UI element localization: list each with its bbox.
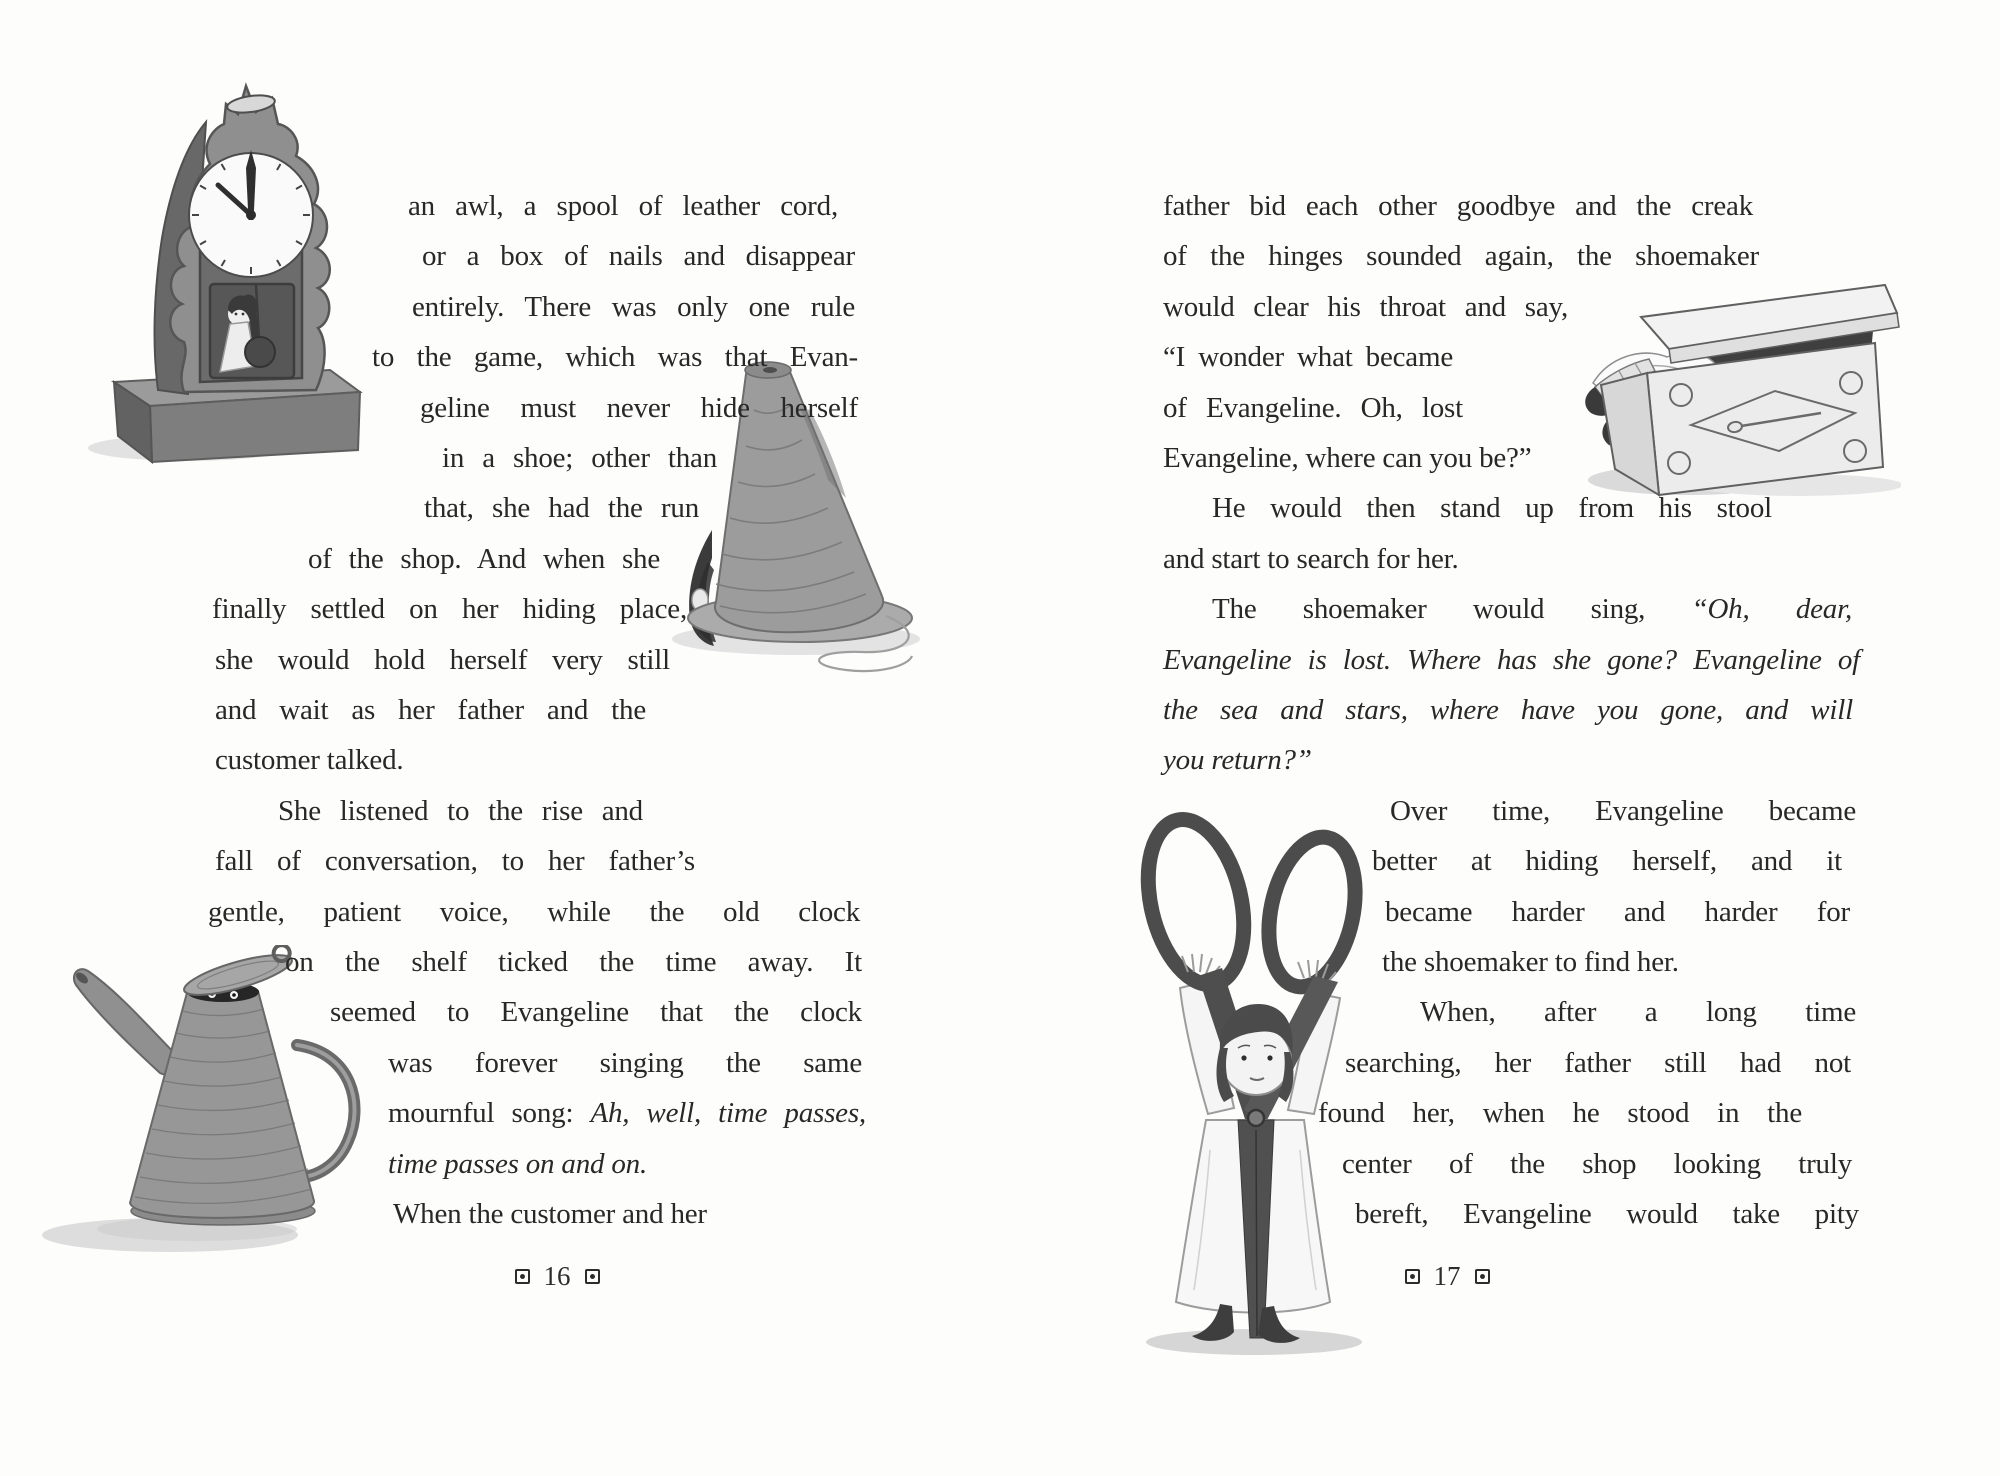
text-segment: mournful song:: [388, 1097, 591, 1129]
page-ornament-icon: [515, 1269, 530, 1284]
text-line: better at hiding herself, and it: [1372, 845, 1842, 877]
text-line: an awl, a spool of leather cord,: [408, 190, 838, 222]
pivot-screw: [1248, 1110, 1264, 1126]
text-line: She listened to the rise and: [278, 795, 643, 827]
text-line: you return?”: [1163, 744, 1312, 776]
text-line: bereft, Evangeline would take pity: [1355, 1198, 1859, 1230]
page-footer-right: [1342, 1256, 1552, 1296]
text-line: finally settled on her hiding place,: [212, 593, 687, 625]
pot-spout: [74, 969, 184, 1075]
scissors-loops: [1133, 810, 1368, 995]
text-line: He would then stand up from his stool: [1212, 492, 1772, 524]
text-line: seemed to Evangeline that the clock: [330, 996, 862, 1028]
text-line: and wait as her father and the: [215, 694, 646, 726]
text-line: to the game, which was that Evan-: [372, 341, 858, 373]
girl-head: [1217, 1004, 1294, 1102]
text-line: of Evangeline. Oh, lost: [1163, 392, 1463, 424]
page-ornament-icon: [1475, 1269, 1490, 1284]
text-line: became harder and harder for: [1385, 896, 1850, 928]
text-line: customer talked.: [215, 744, 404, 776]
text-line: When, after a long time: [1420, 996, 1856, 1028]
shoebox-illustration: [1583, 255, 1901, 510]
text-line: in a shoe; other than: [442, 442, 717, 474]
text-line: was forever singing the same: [388, 1047, 862, 1079]
text-line: searching, her father still had not: [1345, 1047, 1851, 1079]
text-segment-italic: Ah, well, time passes,: [590, 1097, 866, 1129]
page-footer-left: [452, 1256, 662, 1296]
text-line: Over time, Evangeline became: [1390, 795, 1856, 827]
page-number: 16: [543, 1261, 571, 1291]
text-line: center of the shop looking truly: [1342, 1148, 1852, 1180]
text-line: [1212, 589, 1852, 629]
text-line: [388, 1093, 866, 1133]
text-line: gentle, patient voice, while the old clock: [208, 896, 860, 928]
text-line: would clear his throat and say,: [1163, 291, 1568, 323]
text-line: “I wonder what became: [1163, 341, 1453, 373]
text-line: and start to search for her.: [1163, 543, 1459, 575]
text-line: father bid each other goodbye and the creak: [1163, 190, 1753, 222]
mantel-clock-illustration: [88, 52, 418, 467]
mantel-clock-icon: [88, 52, 418, 467]
text-line: she would hold herself very still: [215, 644, 670, 676]
text-line: Evangeline, where can you be?”: [1163, 442, 1532, 474]
text-line: that, she had the run: [424, 492, 699, 524]
text-line: time passes on and on.: [388, 1148, 648, 1180]
text-line: or a box of nails and disappear: [422, 240, 855, 272]
text-line: When the customer and her: [393, 1198, 707, 1230]
page-ornament-icon: [1405, 1269, 1420, 1284]
text-line: the shoemaker to find her.: [1382, 946, 1679, 978]
text-line: found her, when he stood in the: [1318, 1097, 1802, 1129]
text-line: geline must never hide herself: [420, 392, 858, 424]
text-line: entirely. There was only one rule: [412, 291, 855, 323]
text-line: fall of conversation, to her father’s: [215, 845, 695, 877]
text-segment: The shoemaker would sing,: [1212, 593, 1692, 625]
text-line: Evangeline is lost. Where has she gone? Evangeline of: [1163, 644, 1860, 676]
text-line: of the hinges sounded again, the shoemaker: [1163, 240, 1759, 272]
shoebox-icon: [1583, 255, 1901, 510]
page-number: 17: [1433, 1261, 1461, 1291]
text-line: on the shelf ticked the time away. It: [285, 946, 862, 978]
text-line: of the shop. And when she: [308, 543, 660, 575]
text-segment-italic: “Oh, dear,: [1691, 593, 1853, 625]
page-ornament-icon: [585, 1269, 600, 1284]
text-line: the sea and stars, where have you gone, and will: [1163, 694, 1853, 726]
